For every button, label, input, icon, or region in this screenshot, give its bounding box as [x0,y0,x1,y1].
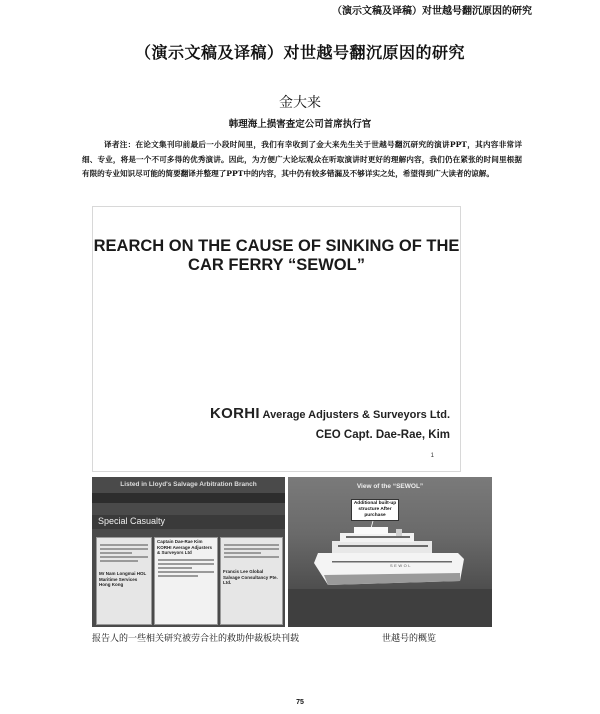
lloyds-listing-figure [92,477,285,627]
ferry-illustration [288,477,492,627]
special-casualty-label: Special Casualty [98,516,166,526]
slide-organization [210,405,450,422]
right-figure-caption: 世越号的概览 [382,634,437,644]
listing-column-3 [220,537,283,625]
org-short-name: KORHI [210,405,260,422]
sewol-photo-header: View of the “SEWOL” [356,483,424,490]
author-affiliation: 韩理海上损害查定公司首席执行官 [228,119,372,130]
translator-note: 译者注：在论文集刊印前最后一小段时间里，我们有幸收到了金大来先生关于世越号翻沉研究的演讲PPT，其内容非常详细、专业，将是一个不可多得的优秀演讲。因此，为方便广大论坛观众在听取演讲时更好的理解内容，我们仍在紧张的时间里根据有限的专业知识尽可能的简要翻译并整理了PPT中的内容，其中仍有较多错漏及不够详实之处，希望得到广大读者的谅解。 [82,140,522,178]
slide-title-line1: REARCH ON THE CAUSE OF SINKING OF THE [93,237,460,255]
listing-column-1 [96,537,152,625]
running-header: （演示文稿及译稿）对世越号翻沉原因的研究 [332,6,532,17]
author-name: 金大来 [279,95,321,111]
listing-card-korhi: Captain Dae-Rae Kim KORHI Average Adjusters & Surveyors Ltd [157,539,213,555]
structure-callout: Additional built-up structure After purchase [351,499,399,521]
sewol-photo-figure [288,477,492,627]
listing-nav-bar [92,493,285,503]
listing-card-hongkong: Mr Nam Longmai HOL Maritime Services Hong Kong [99,571,147,587]
listing-column-2 [154,537,218,625]
slide-number: 1 [430,453,434,459]
slide-title [93,237,460,275]
slide-presenter: CEO Capt. Dae-Rae, Kim [315,429,450,441]
listing-card-global-salvage: Francis Lee Global Salvage Consultancy Pte. Ltd. [223,569,278,585]
title-slide [92,206,461,472]
hull-name: SEWOL [390,563,412,568]
page-number: 75 [296,699,304,706]
slide-title-line2: CAR FERRY “SEWOL” [188,256,365,274]
article-title: （演示文稿及译稿）对世越号翻沉原因的研究 [134,43,465,62]
org-full-name: Average Adjusters & Surveyors Ltd. [262,409,450,421]
lloyds-listing-header: Listed in Lloyd's Salvage Arbitration Branch [120,481,257,488]
left-figure-caption: 报告人的一些相关研究被劳合社的救助仲裁板块刊载 [92,634,300,644]
